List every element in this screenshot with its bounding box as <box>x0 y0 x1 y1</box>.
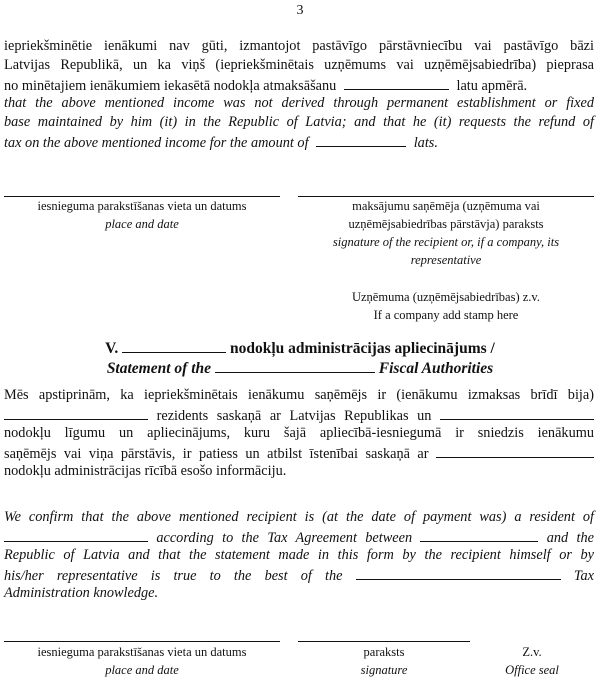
section-title-en: Fiscal Authorities <box>378 360 494 377</box>
section-heading-en <box>0 357 600 379</box>
text-segment: no minētajiem ienākumiem iekasētā nodokļa atmaksāšanu <box>4 78 337 94</box>
treaty-country-field[interactable] <box>440 405 594 420</box>
text-line: Republic of Latvia and that the statement made in this form by the recipient himself or by <box>4 547 594 563</box>
caption-lv: uzņēmējsabiedrības pārstāvja) paraksts <box>348 217 544 231</box>
caption-en: signature <box>360 663 408 677</box>
text-segment: tax on the above mentioned income for the amount of <box>4 135 309 151</box>
caption-lv: paraksts <box>363 645 405 659</box>
text-line: nodokļu administrācijas rīcībā esošo informāciju. <box>4 463 287 479</box>
section-title-en: Statement of the <box>106 360 212 377</box>
page-number: 3 <box>296 3 304 18</box>
text-line: nodokļu līgumu un apliecinājums, kuru šajā apliecībā-iesniegumā ir sniedzis ienākumu <box>4 425 594 441</box>
text-segment: saņēmējs vai viņa pārstāvis, ir patiess un atbilst īstenībai saskaņā ar <box>4 446 429 462</box>
text-line: Administration knowledge. <box>4 585 159 601</box>
text-line: that the above mentioned income was not derived through permanent establishment or fixed <box>4 95 594 111</box>
caption-lv: iesnieguma parakstīšanas vieta un datums <box>37 645 247 659</box>
seal-caption-lv: Z.v. <box>522 645 542 659</box>
text-line: We confirm that the above mentioned recipient is (at the date of payment was) a resident of <box>4 509 594 525</box>
text-line: base maintained by him (it) in the Republic of Latvia; and that he (it) requests the refund of <box>4 114 594 130</box>
text-segment: rezidents saskaņā ar Latvijas Republikas un <box>156 408 432 424</box>
resident-country-field[interactable] <box>4 405 148 420</box>
tax-administration-field[interactable] <box>436 443 594 458</box>
seal-caption-en: Office seal <box>505 663 559 677</box>
resident-country-field-en[interactable] <box>4 527 148 542</box>
text-segment: according to the Tax Agreement between <box>156 530 413 546</box>
tax-administration-field-en[interactable] <box>356 565 561 580</box>
place-date-signature-line[interactable] <box>4 641 280 642</box>
text-line <box>4 565 594 584</box>
text-segment: Tax <box>573 568 594 584</box>
caption-en: representative <box>410 253 482 267</box>
caption-en: place and date <box>105 663 179 677</box>
refund-amount-field[interactable] <box>316 132 406 147</box>
text-line <box>4 132 594 151</box>
caption-en: signature of the recipient or, if a company, its <box>332 235 560 249</box>
section-number: V. <box>105 340 119 357</box>
country-name-field-en[interactable] <box>215 357 375 373</box>
text-line: Latvijas Republikā, un ka viņš (iepriekšminētais uzņēmums vai uzņēmējsabiedrība) pieprasa <box>4 57 594 73</box>
section-heading <box>0 337 600 359</box>
stamp-caption-lv: Uzņēmuma (uzņēmējsabiedrības) z.v. <box>351 290 540 304</box>
official-signature-line[interactable] <box>298 641 470 642</box>
section-title-lv: nodokļu administrācijas apliecinājums / <box>229 340 495 357</box>
text-line <box>4 405 594 424</box>
text-line <box>4 527 594 546</box>
text-segment: his/her representative is true to the best of the <box>4 568 343 584</box>
text-segment: lats. <box>413 135 438 151</box>
stamp-caption-en: If a company add stamp here <box>373 308 519 322</box>
text-segment: and the <box>546 530 594 546</box>
caption-lv: iesnieguma parakstīšanas vieta un datums <box>37 199 247 213</box>
text-line <box>4 75 594 94</box>
text-line: Mēs apstiprinām, ka iepriekšminētais ienākumu saņēmējs ir (ienākumu izmaksas brīdī bija) <box>4 387 594 403</box>
caption-lv: maksājumu saņēmēja (uzņēmuma vai <box>352 199 540 213</box>
text-segment: latu apmērā. <box>456 78 528 94</box>
country-name-field[interactable] <box>122 337 226 353</box>
text-line: iepriekšminētie ienākumi nav gūti, izmantojot pastāvīgo pārstāvniecību vai pastāvīgo bāzi <box>4 38 594 54</box>
treaty-country-field-en[interactable] <box>420 527 538 542</box>
refund-amount-lats-field[interactable] <box>344 75 449 90</box>
caption-en: place and date <box>105 217 179 231</box>
text-line <box>4 443 594 462</box>
